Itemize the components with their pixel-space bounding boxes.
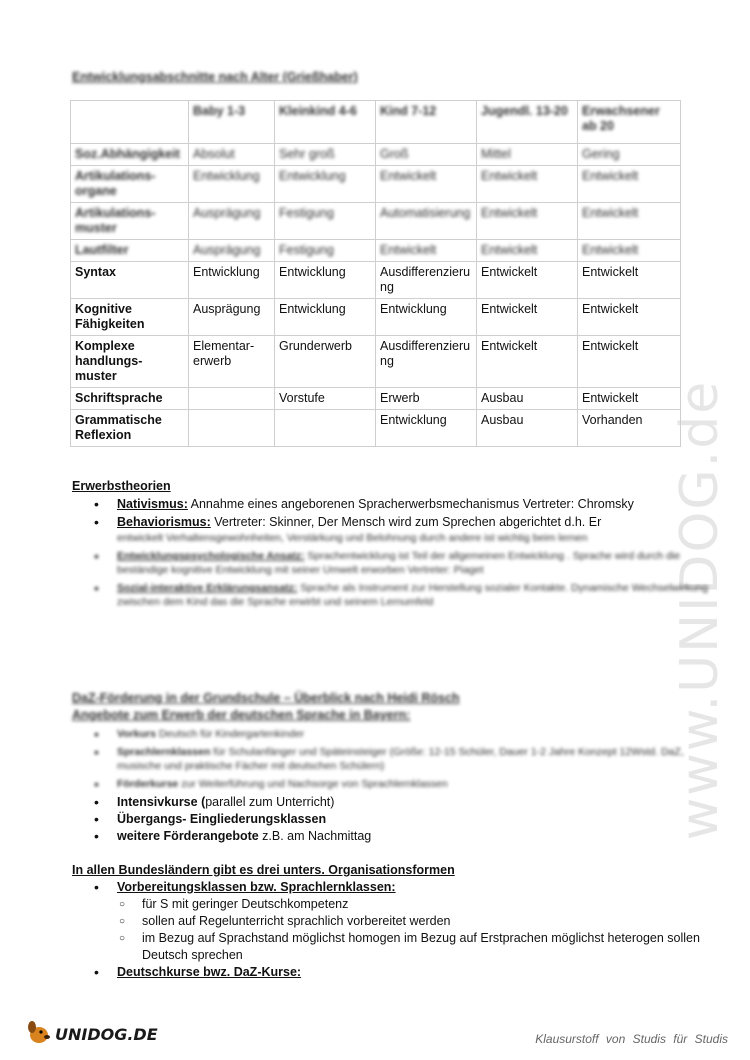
row-header: Komplexe handlungs-muster (71, 336, 189, 388)
table-cell: Ausdifferenzierung (376, 336, 477, 388)
row-header: Kognitive Fähigkeiten (71, 299, 189, 336)
header-cell (71, 101, 189, 144)
list-item (72, 496, 712, 513)
header-cell: Baby 1-3 (189, 101, 275, 144)
table-cell: Ausdifferenzierung (376, 262, 477, 299)
term: Sprachlernklassen (117, 746, 211, 758)
table-row (71, 388, 681, 410)
table-cell: Vorhanden (578, 410, 681, 447)
table-cell: Festigung (275, 240, 376, 262)
footer-tagline: Klausurstoff von Studis für Studis (535, 1032, 728, 1046)
table-cell: Ausbau (477, 388, 578, 410)
table-cell: Entwickelt (477, 203, 578, 240)
table-cell: Entwicklung (376, 410, 477, 447)
header-cell: Kind 7-12 (376, 101, 477, 144)
table-cell (275, 410, 376, 447)
table-cell: Entwickelt (477, 299, 578, 336)
list-item (72, 581, 712, 609)
list-item (72, 964, 712, 981)
table-cell: Groß (376, 144, 477, 166)
table-cell: Sehr groß (275, 144, 376, 166)
table-cell: Entwickelt (578, 240, 681, 262)
table-cell: Entwickelt (477, 262, 578, 299)
logo-text: UNIDOG.DE (55, 1025, 158, 1044)
table-cell (189, 410, 275, 447)
term: Entwicklungspsychologische Ansatz: (117, 550, 305, 562)
item-text: für Schulanfänger und Späteinsteiger (Größe: 12-15 Schüler, Dauer 1-2 Jahre Konzept 12Wstd. DaZ, musische und praktische Fächer mit deutschen Schülern) (117, 746, 684, 772)
table-row (71, 203, 681, 240)
list-item (72, 777, 712, 791)
list-item (72, 811, 712, 828)
header-cell: Erwachsener ab 20 (578, 101, 681, 144)
table-title: Entwicklungsabschnitte nach Alter (Grießhaber) (72, 70, 358, 84)
watermark-text: www.UNIDOG.de (670, 379, 730, 841)
row-header: Syntax (71, 262, 189, 299)
item-continuation: entwickelt Verhaltensgewohnheiten, Verstärkung und Belohnung durch andere ist wichtig beim lernen (117, 532, 588, 544)
term: Nativismus: (117, 497, 188, 511)
table-row (71, 166, 681, 203)
item-text: Sprache als Instrument zur Herstellung sozialer Kontakte. Dynamische Wechselwirkung zwischen dem Kind das die Sprache erwirbt und seinem Lernumfeld (117, 582, 708, 608)
table-row (71, 240, 681, 262)
header-cell: Jugendl. 13-20 (477, 101, 578, 144)
list-item (72, 514, 712, 545)
term: Sozial-interaktive Erklärungsansatz: (117, 582, 298, 594)
table-cell: Entwickelt (376, 240, 477, 262)
table-cell: Entwickelt (477, 240, 578, 262)
table-cell: Entwickelt (578, 262, 681, 299)
table-header-row (71, 101, 681, 144)
table-cell: Erwerb (376, 388, 477, 410)
row-header: Soz.Abhängigkeit (71, 144, 189, 166)
table-cell: Ausprägung (189, 240, 275, 262)
table-cell: Entwickelt (578, 203, 681, 240)
table-cell: Entwicklung (189, 262, 275, 299)
table-cell: Elementar-erwerb (189, 336, 275, 388)
item-text: Deutsch für Kindergartenkinder (155, 728, 305, 740)
item-text: Vertreter: Skinner, Der Mensch wird zum Sprechen abgerichtet d.h. Er (210, 515, 602, 529)
table-cell: Grunderwerb (275, 336, 376, 388)
item-text: parallel zum Unterricht) (205, 795, 335, 809)
item-text: zur Weiterführung und Nachsorge von Sprachlernklassen (178, 778, 448, 790)
table-cell: Automatisierung (376, 203, 477, 240)
list-item (72, 879, 712, 964)
term: Vorbereitungsklassen bzw. Sprachlernklassen: (117, 880, 396, 894)
table-cell: Entwicklung (275, 299, 376, 336)
table-cell: Vorstufe (275, 388, 376, 410)
unidog-logo[interactable] (25, 1018, 165, 1048)
table-cell (189, 388, 275, 410)
row-header: Lautfilter (71, 240, 189, 262)
table-cell: Entwickelt (578, 166, 681, 203)
list-item (72, 549, 712, 577)
section-title: Erwerbstheorien (72, 479, 171, 493)
bundeslaender-section (72, 862, 712, 981)
table-cell: Entwicklung (275, 262, 376, 299)
section-subtitle: Angebote zum Erwerb der deutschen Sprache in Bayern: (72, 708, 411, 722)
item-text: Annahme eines angeborenen Spracherwerbsmechanismus Vertreter: Chromsky (187, 497, 634, 511)
table-cell: Entwickelt (477, 336, 578, 388)
list-item (72, 745, 712, 773)
table-cell: Entwickelt (578, 299, 681, 336)
row-header: Artikulations-muster (71, 203, 189, 240)
sub-list-item: ○ sollen auf Regelunterricht sprachlich vorbereitet werden (72, 913, 712, 930)
table-cell: Ausprägung (189, 299, 275, 336)
table-row (71, 262, 681, 299)
term: Behaviorismus: (117, 515, 211, 529)
table-row (71, 299, 681, 336)
table-cell: Absolut (189, 144, 275, 166)
section-title: DaZ-Förderung in der Grundschule – Überblick nach Heidi Rösch (72, 691, 460, 705)
table-row (71, 144, 681, 166)
dog-logo-icon (25, 1018, 165, 1048)
table-cell: Ausbau (477, 410, 578, 447)
table-cell: Festigung (275, 203, 376, 240)
term: weitere Förderangebote (117, 829, 259, 843)
erwerbstheorien-section (72, 478, 712, 609)
list-item (72, 727, 712, 741)
table-cell: Gering (578, 144, 681, 166)
table-cell: Entwicklung (275, 166, 376, 203)
table-cell: Entwickelt (578, 388, 681, 410)
table-row (71, 410, 681, 447)
section-title: In allen Bundesländern gibt es drei unters. Organisationsformen (72, 863, 455, 877)
list-item (72, 828, 712, 845)
table-cell: Entwickelt (578, 336, 681, 388)
development-table (70, 100, 681, 447)
row-header: Artikulations-organe (71, 166, 189, 203)
term: Deutschkurse bwz. DaZ-Kurse: (117, 965, 302, 979)
term: Intensivkurse ( (117, 795, 206, 809)
table-cell: Ausprägung (189, 203, 275, 240)
sub-list-item: ○ für S mit geringer Deutschkompetenz (72, 896, 712, 913)
sub-list-item: ○ im Bezug auf Sprachstand möglichst homogen im Bezug auf Erstprachen möglichst heterogen sollen Deutsch sprechen (72, 930, 712, 964)
table-row (71, 336, 681, 388)
row-header: Grammatische Reflexion (71, 410, 189, 447)
item-text: z.B. am Nachmittag (258, 829, 372, 843)
header-cell: Kleinkind 4-6 (275, 101, 376, 144)
table-cell: Entwicklung (376, 299, 477, 336)
term: Übergangs- Eingliederungsklassen (117, 812, 327, 826)
table-cell: Entwicklung (189, 166, 275, 203)
term: Förderkurse (117, 778, 179, 790)
table-cell: Entwickelt (376, 166, 477, 203)
item-text: Sprachentwicklung ist Teil der allgemeinen Entwicklung . Sprache wird durch die beständige kognitive Entwicklung mit seiner Umwelt erworben Vertreter: Piaget (117, 550, 681, 576)
table-cell: Entwickelt (477, 166, 578, 203)
term: Vorkurs (117, 728, 156, 740)
row-header: Schriftsprache (71, 388, 189, 410)
list-item (72, 794, 712, 811)
table-cell: Mittel (477, 144, 578, 166)
daz-section (72, 690, 712, 845)
